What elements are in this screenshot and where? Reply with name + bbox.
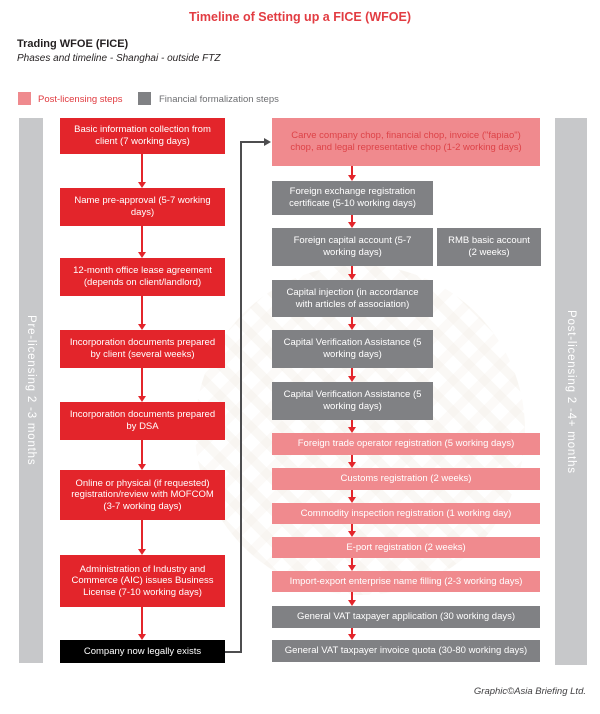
step-carve-chops: Carve company chop, financial chop, invoice ("fapiao") chop, and legal representative chop (1-2 working days) (272, 118, 540, 166)
flow-arrow (138, 296, 146, 330)
flow-arrow (348, 592, 356, 606)
step-foreign-capital-account: Foreign capital account (5-7 working days) (272, 228, 433, 266)
subtitle-phases: Phases and timeline - Shanghai - outside FTZ (17, 53, 221, 64)
flow-arrow (138, 520, 146, 555)
flow-arrow (348, 455, 356, 468)
step-forex-registration: Foreign exchange registration certificate (5-10 working days) (272, 181, 433, 215)
step-capital-verification-2: Capital Verification Assistance (5 working days) (272, 382, 433, 420)
step-vat-invoice-quota: General VAT taxpayer invoice quota (30-80 working days) (272, 640, 540, 662)
flow-arrow (348, 215, 356, 228)
connector-line (225, 651, 241, 653)
subtitle-product: Trading WFOE (FICE) (17, 38, 129, 50)
flow-arrow (138, 440, 146, 470)
flow-arrow (138, 154, 146, 188)
legend-label-financial: Financial formalization steps (159, 94, 279, 105)
step-eport-registration: E-port registration (2 weeks) (272, 537, 540, 558)
step-foreign-trade-operator: Foreign trade operator registration (5 working days) (272, 433, 540, 455)
page-title: Timeline of Setting up a FICE (WFOE) (189, 10, 411, 24)
flow-arrow (348, 266, 356, 280)
connector-line (240, 141, 265, 143)
step-vat-application: General VAT taxpayer application (30 working days) (272, 606, 540, 628)
pre-licensing-bar: Pre-licensing 2 -3 months (19, 118, 43, 663)
legend-swatch-post-licensing (18, 92, 31, 105)
step-basic-info: Basic information collection from client (7 working days) (60, 118, 225, 154)
flow-arrow (138, 607, 146, 640)
connector-line (240, 141, 242, 653)
step-aic-license: Administration of Industry and Commerce (AIC) issues Business License (7-10 working days) (60, 555, 225, 607)
flow-arrow (348, 490, 356, 503)
flow-arrow (348, 558, 356, 571)
step-capital-verification-1: Capital Verification Assistance (5 working days) (272, 330, 433, 368)
flow-arrow (348, 628, 356, 640)
connector-arrowhead (264, 138, 271, 146)
flow-arrow (348, 166, 356, 181)
step-name-preapproval: Name pre-approval (5-7 working days) (60, 188, 225, 226)
flow-arrow (348, 317, 356, 330)
step-docs-client: Incorporation documents prepared by client (several weeks) (60, 330, 225, 368)
flow-arrow (138, 368, 146, 402)
post-licensing-bar: Post-licensing 2 -4+ months (555, 118, 587, 665)
step-commodity-inspection: Commodity inspection registration (1 working day) (272, 503, 540, 524)
step-docs-dsa: Incorporation documents prepared by DSA (60, 402, 225, 440)
step-import-export-filing: Import-export enterprise name filling (2-3 working days) (272, 571, 540, 592)
flow-arrow (138, 226, 146, 258)
step-office-lease: 12-month office lease agreement (depends on client/landlord) (60, 258, 225, 296)
graphic-credit: Graphic©Asia Briefing Ltd. (473, 686, 586, 697)
step-company-exists: Company now legally exists (60, 640, 225, 663)
step-capital-injection: Capital injection (in accordance with articles of association) (272, 280, 433, 317)
step-rmb-basic-account: RMB basic account (2 weeks) (437, 228, 541, 266)
step-customs-registration: Customs registration (2 weeks) (272, 468, 540, 490)
flow-arrow (348, 368, 356, 382)
legend-label-post-licensing: Post-licensing steps (38, 94, 123, 105)
flow-arrow (348, 420, 356, 433)
legend-swatch-financial (138, 92, 151, 105)
step-mofcom: Online or physical (if requested) registration/review with MOFCOM (3-7 working days) (60, 470, 225, 520)
flow-arrow (348, 524, 356, 537)
